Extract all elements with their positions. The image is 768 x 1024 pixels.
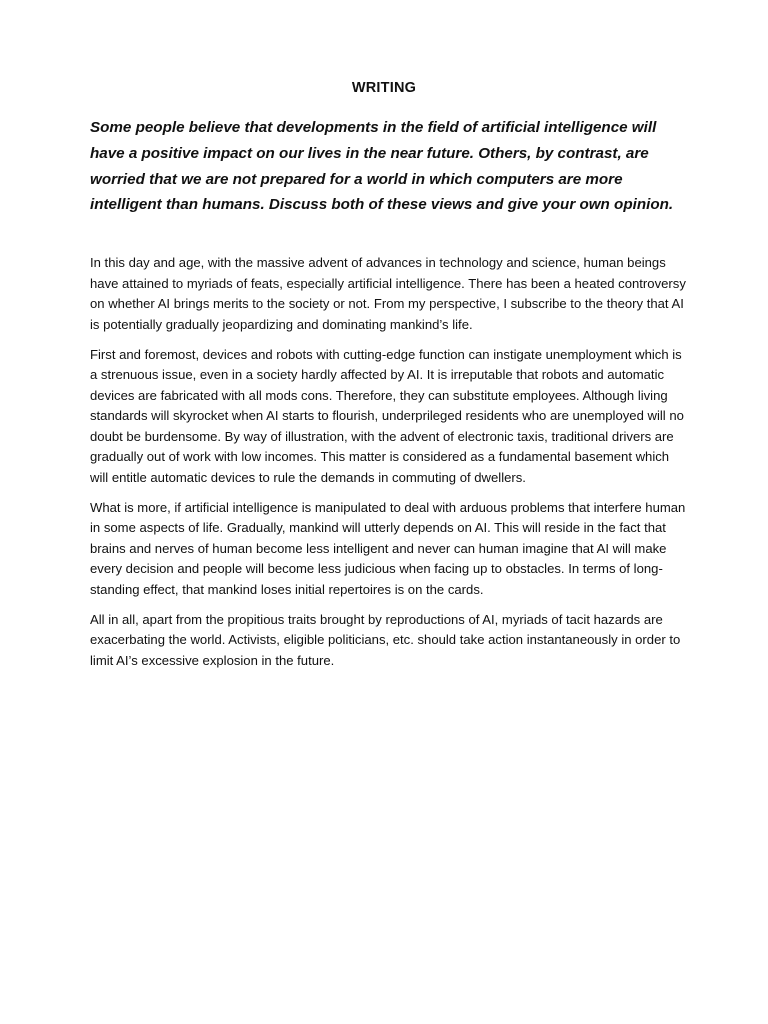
document-title: WRITING — [351, 80, 417, 96]
essay-body — [90, 253, 686, 681]
essay-paragraph-body-1: First and foremost, devices and robots with cutting-edge function can instigate unemployment which is a strenuous issue, even in a society hardly affected by AI. It is irreputable that robots and automatic devices are fabricated with all mods cons. Therefore, they can substitute employees. Although living standards will skyrocket when AI starts to flourish, underprileged residents who are unemployed will no doubt be burdensome. By way of illustration, with the advent of electronic taxis, traditional drivers are gradually out of work with low incomes. This matter is considered as a fundamental basement which will entitle automatic devices to rule the demands in commuting of dwellers. — [90, 346, 684, 485]
essay-paragraph-conclusion: All in all, apart from the propitious traits brought by reproductions of AI, myriads of tacit hazards are exacerbating the world. Activists, eligible politicians, etc. should take action instantaneously in order to limit AI’s excessive explosion in the future. — [90, 611, 681, 668]
essay-paragraph-body-2: What is more, if artificial intelligence is manipulated to deal with arduous problems that interfere human in some aspects of life. Gradually, mankind will utterly depends on AI. This will reside in the fact that brains and nerves of human become less intelligent and never can human imagine that AI will make every decision and people will become less judicious when facing up to obstacles. In terms of long-standing effect, that mankind loses initial repertoires is on the cards. — [90, 499, 686, 597]
essay-prompt: Some people believe that developments in the field of artificial intelligence will have a positive impact on our lives in the near future. Others, by contrast, are worried that we are not prepared for a world in which computers are more intelligent than humans. Discuss both of these views and give your own opinion. — [90, 119, 674, 214]
essay-paragraph-introduction: In this day and age, with the massive advent of advances in technology and science, human beings have attained to myriads of feats, especially artificial intelligence. There has been a heated controversy on whether AI brings merits to the society or not. From my perspective, I subscribe to the theory that AI is potentially gradually jeopardizing and dominating mankind’s life. — [90, 255, 686, 332]
